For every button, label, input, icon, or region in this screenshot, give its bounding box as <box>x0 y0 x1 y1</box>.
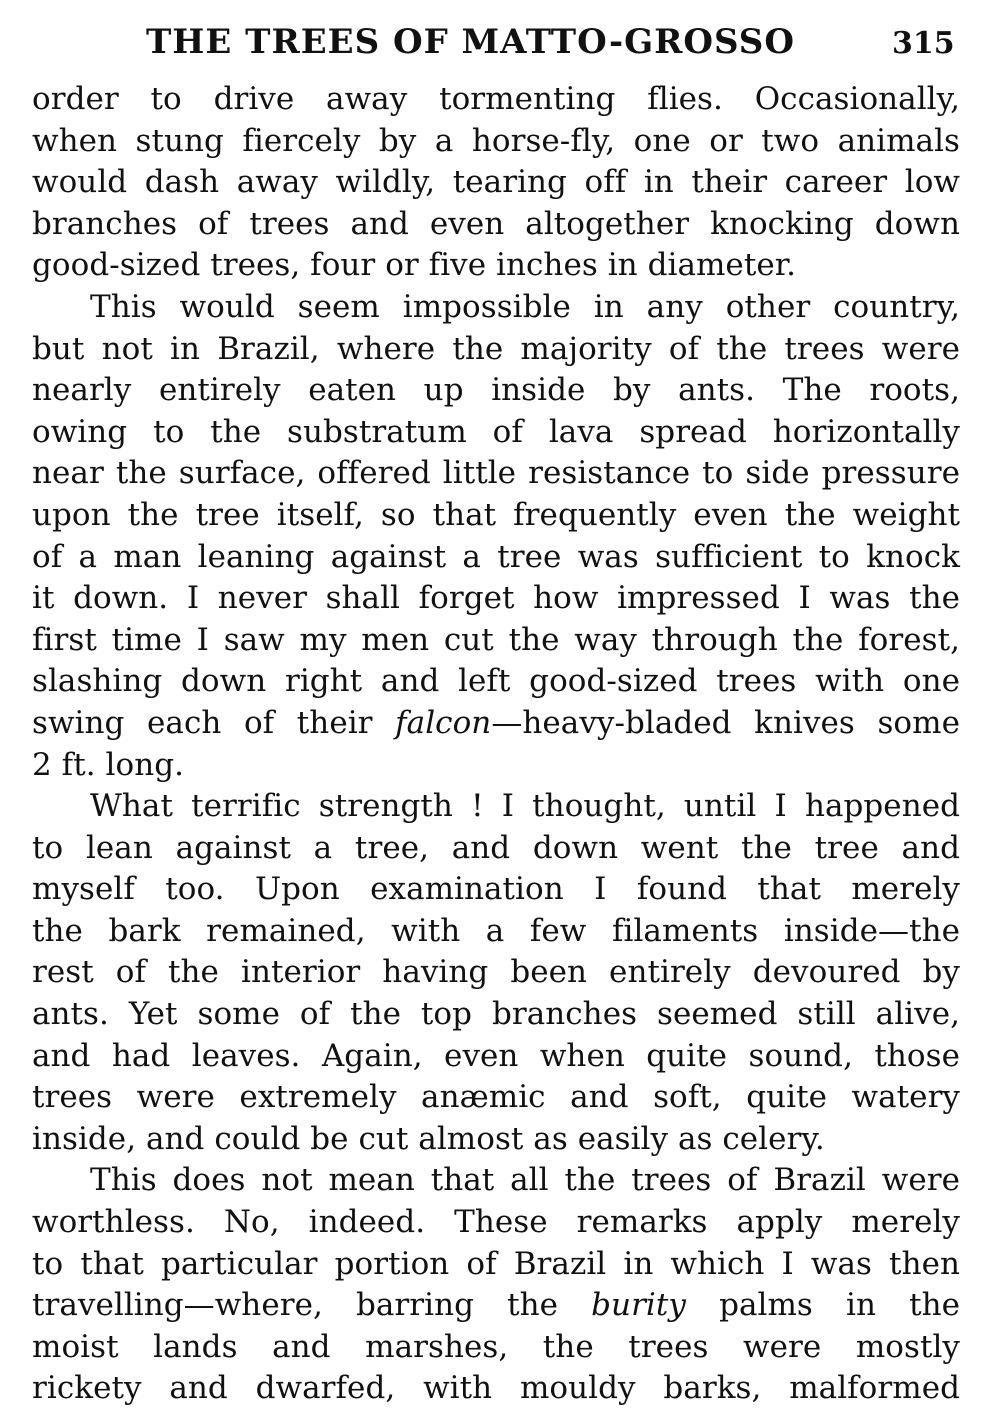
text-line: when stung fiercely by a horse-fly, one or two animals <box>32 122 960 159</box>
text-line: ants. Yet some of the top branches seemed still alive, <box>32 996 960 1033</box>
text-line: branches of trees and even altogether knocking down <box>32 205 960 242</box>
running-title: THE TREES OF MATTO-GROSSO <box>146 22 795 62</box>
text-segment: —heavy-bladed knives some <box>491 704 960 741</box>
text-line: rest of the interior having been entirely devoured by <box>32 954 960 991</box>
text-line: rickety and dwarfed, with mouldy barks, malformed <box>32 1370 960 1407</box>
text-line: but not in Brazil, where the majority of the trees were <box>32 330 960 367</box>
italic-term: burity <box>591 1287 686 1324</box>
text-line <box>32 1285 960 1327</box>
text-line: it down. I never shall forget how impressed I was the <box>32 580 960 617</box>
paragraph-first-line: What terrific strength ! I thought, until I happened <box>90 788 960 825</box>
page-number: 315 <box>892 26 955 61</box>
text-line: good-sized trees, four or five inches in diameter. <box>32 247 797 284</box>
text-line: and had leaves. Again, even when quite sound, those <box>32 1037 960 1074</box>
text-line: to that particular portion of Brazil in which I was then <box>32 1245 960 1282</box>
text-line: moist lands and marshes, the trees were mostly <box>32 1328 960 1365</box>
text-line: of a man leaning against a tree was sufficient to knock <box>32 538 960 575</box>
paragraph-first-line: This would seem impossible in any other country, <box>90 288 960 325</box>
text-line: slashing down right and left good-sized trees with one <box>32 663 960 700</box>
running-head <box>0 16 1000 66</box>
text-line: nearly entirely eaten up inside by ants. The roots, <box>32 372 960 409</box>
text-line <box>32 703 960 745</box>
text-line: the bark remained, with a few filaments inside—the <box>32 912 960 949</box>
text-line: first time I saw my men cut the way through the forest, <box>32 621 960 658</box>
text-line: trees were extremely anæmic and soft, quite watery <box>32 1079 960 1116</box>
paragraph-first-line: This does not mean that all the trees of Brazil were <box>90 1162 960 1199</box>
text-line: owing to the substratum of lava spread horizontally <box>32 413 960 450</box>
italic-term: falcon <box>395 704 492 741</box>
text-line: to lean against a tree, and down went the tree and <box>32 829 960 866</box>
text-segment: swing each of their <box>32 704 396 741</box>
text-line: upon the tree itself, so that frequently even the weight <box>32 496 960 533</box>
text-line: order to drive away tormenting flies. Occasionally, <box>32 81 960 117</box>
text-segment: palms in the <box>685 1287 960 1324</box>
text-line: inside, and could be cut almost as easily as celery. <box>32 1120 825 1157</box>
text-line: worthless. No, indeed. These remarks apply merely <box>32 1204 960 1241</box>
body-text <box>32 79 960 1410</box>
text-line: near the surface, offered little resistance to side pressure <box>32 455 960 492</box>
text-segment: travelling—where, barring the <box>32 1287 592 1324</box>
text-line: myself too. Upon examination I found that merely <box>32 871 960 908</box>
text-line: would dash away wildly, tearing off in their career low <box>32 164 960 201</box>
text-line: 2 ft. long. <box>32 746 185 783</box>
